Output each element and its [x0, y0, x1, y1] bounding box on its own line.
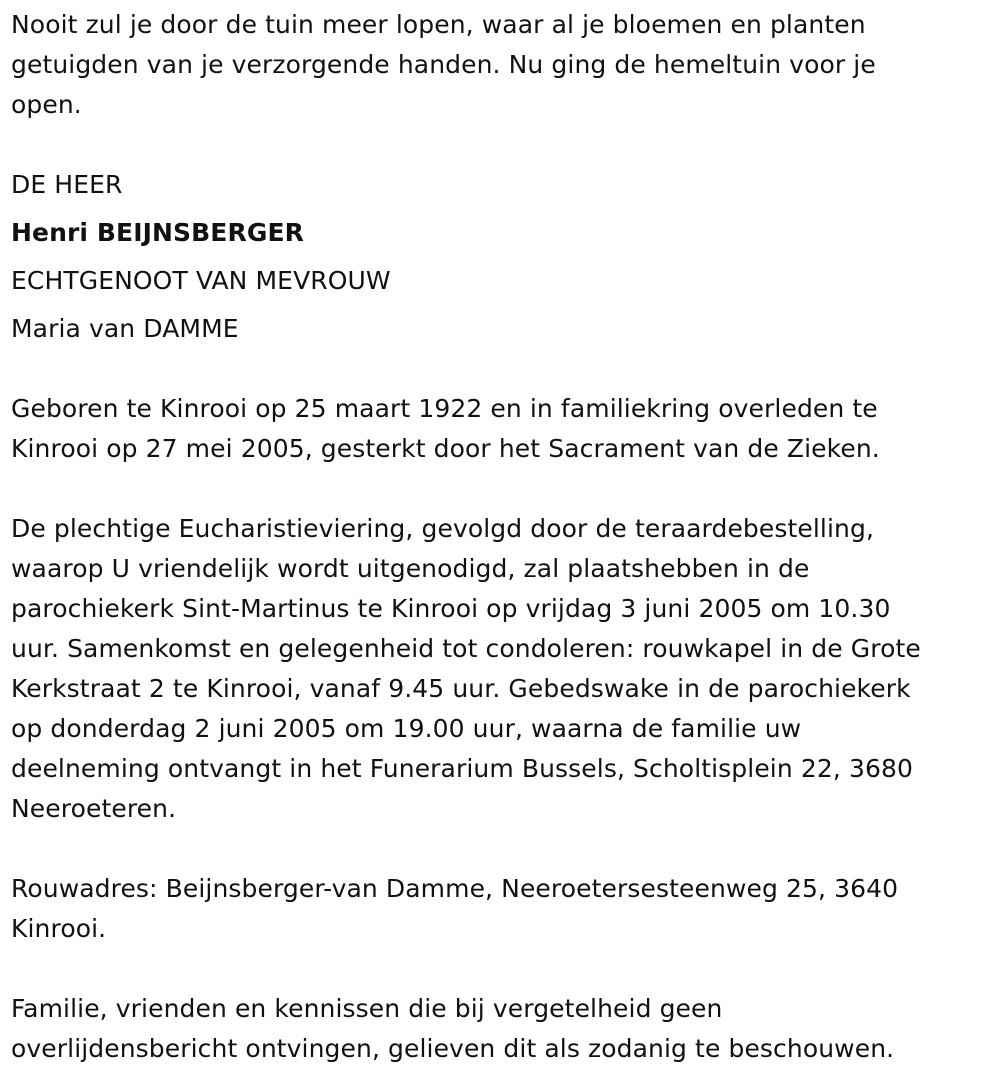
ceremony-line: parochiekerk Sint-Martinus te Kinrooi op vrijdag 3 juni 2005 om 10.30	[11, 594, 891, 623]
birth-death-line: Kinrooi op 27 mei 2005, gesterkt door het Sacrament van de Zieken.	[11, 434, 880, 463]
ceremony-line: op donderdag 2 juni 2005 om 19.00 uur, waarna de familie uw	[11, 714, 802, 743]
closing-line: Familie, vrienden en kennissen die bij vergetelheid geen	[11, 994, 723, 1023]
ceremony-line: uur. Samenkomst en gelegenheid tot condoleren: rouwkapel in de Grote	[11, 634, 921, 663]
deceased-title: DE HEER	[11, 170, 123, 199]
ceremony-line: Neeroeteren.	[11, 794, 177, 823]
spouse-name: Maria van DAMME	[11, 314, 239, 343]
address-line: Kinrooi.	[11, 914, 107, 943]
closing-line: overlijdensbericht ontvingen, gelieven dit als zodanig te beschouwen.	[11, 1034, 895, 1063]
ceremony-line: waarop U vriendelijk wordt uitgenodigd, zal plaatshebben in de	[11, 554, 810, 583]
poem-line: getuigden van je verzorgende handen. Nu ging de hemeltuin voor je	[11, 50, 876, 79]
ceremony-line: Kerkstraat 2 te Kinrooi, vanaf 9.45 uur. Gebedswake in de parochiekerk	[11, 674, 911, 703]
spouse-label: ECHTGENOOT VAN MEVROUW	[11, 266, 391, 295]
birth-death-line: Geboren te Kinrooi op 25 maart 1922 en in familiekring overleden te	[11, 394, 878, 423]
address-line: Rouwadres: Beijnsberger-van Damme, Neeroetersesteenweg 25, 3640	[11, 874, 899, 903]
poem-line: open.	[11, 90, 82, 119]
deceased-name: Henri BEIJNSBERGER	[11, 218, 304, 247]
ceremony-line: deelneming ontvangt in het Funerarium Bussels, Scholtisplein 22, 3680	[11, 754, 913, 783]
ceremony-line: De plechtige Eucharistieviering, gevolgd door de teraardebestelling,	[11, 514, 874, 543]
poem-line: Nooit zul je door de tuin meer lopen, waar al je bloemen en planten	[11, 10, 866, 39]
